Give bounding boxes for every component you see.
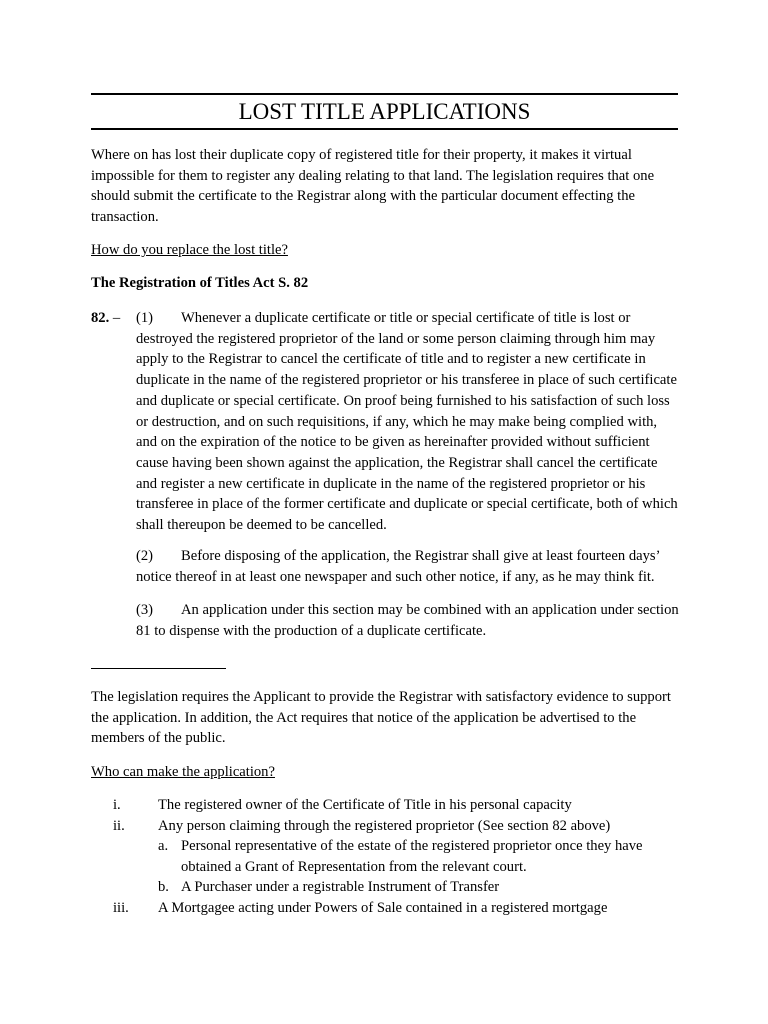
- section-number-dash: –: [109, 310, 121, 326]
- subsection-3-text: An application under this section may be combined with an application under section 81 to dispense with the production of a duplicate certificate.: [136, 602, 679, 639]
- title-block: [91, 93, 678, 130]
- list-item-mark: ii.: [113, 818, 125, 834]
- list-item-text: Any person claiming through the registered proprietor (See section 82 above): [158, 818, 611, 834]
- page-title: LOST TITLE APPLICATIONS: [238, 99, 531, 124]
- list-item-text: The registered owner of the Certificate of Title in his personal capacity: [158, 797, 572, 813]
- intro-paragraph: Where on has lost their duplicate copy of registered title for their property, it makes it virtual impossible for them to register any dealing relating to that land. The legislation requires that one should submit the certificate to the Registrar along with the particular document effecting the transaction.: [91, 147, 655, 226]
- sub-list-item-text: Personal representative of the estate of the registered proprietor once they have obtained a Grant of Representation from the relevant court.: [181, 838, 643, 875]
- subsection-1-text: Whenever a duplicate certificate or title or special certificate of title is lost or destroyed the registered proprietor of the land or some person claiming through him may apply to the Registrar to cancel the certificate of title and to register a new certificate in duplicate in the name of the registered proprietor or his transferee in place of such certificate and duplicate or special certificate. On proof being furnished to his satisfaction of such loss or destruction, and on such requisitions, if any, which he may make being complied with, and on the expiration of the notice to be given as hereinafter provided without sufficient cause having been shown against the application, the Registrar shall cancel the certificate and register a new certificate in duplicate in the name of the registered proprietor or his transferee in place of the former certificate and duplicate or special certificate, both of which shall thereupon be deemed to be cancelled.: [136, 310, 678, 534]
- subsection-2-mark: (2): [136, 548, 154, 564]
- list-item-mark: i.: [113, 797, 121, 813]
- evidence-paragraph: The legislation requires the Applicant to provide the Registrar with satisfactory evidence to support the application. In addition, the Act requires that notice of the application be advertised to the members of the public.: [91, 689, 671, 747]
- section-number: [91, 308, 120, 329]
- list-item-text: A Mortgagee acting under Powers of Sale contained in a registered mortgage: [158, 900, 608, 916]
- subsection-2-text: Before disposing of the application, the Registrar shall give at least fourteen days’ notice thereof in at least one newspaper and such other notice, if any, as he may think fit.: [136, 548, 660, 585]
- act-heading: The Registration of Titles Act S. 82: [91, 275, 309, 291]
- footnote-divider: [91, 668, 226, 669]
- sub-list-item-mark: b.: [158, 879, 169, 895]
- subsection-3: [136, 600, 681, 641]
- list-item-mark: iii.: [113, 900, 129, 916]
- question-replace-title: How do you replace the lost title?: [91, 242, 288, 258]
- section-number-label: 82.: [91, 310, 110, 326]
- subsection-1: [136, 308, 681, 536]
- subsection-1-mark: (1): [136, 310, 154, 326]
- subsection-3-mark: (3): [136, 602, 154, 618]
- sub-list-item-mark: a.: [158, 838, 169, 854]
- sub-list-item-text: A Purchaser under a registrable Instrument of Transfer: [181, 879, 500, 895]
- subsection-2: [136, 546, 681, 587]
- question-who-can-apply: Who can make the application?: [91, 764, 275, 780]
